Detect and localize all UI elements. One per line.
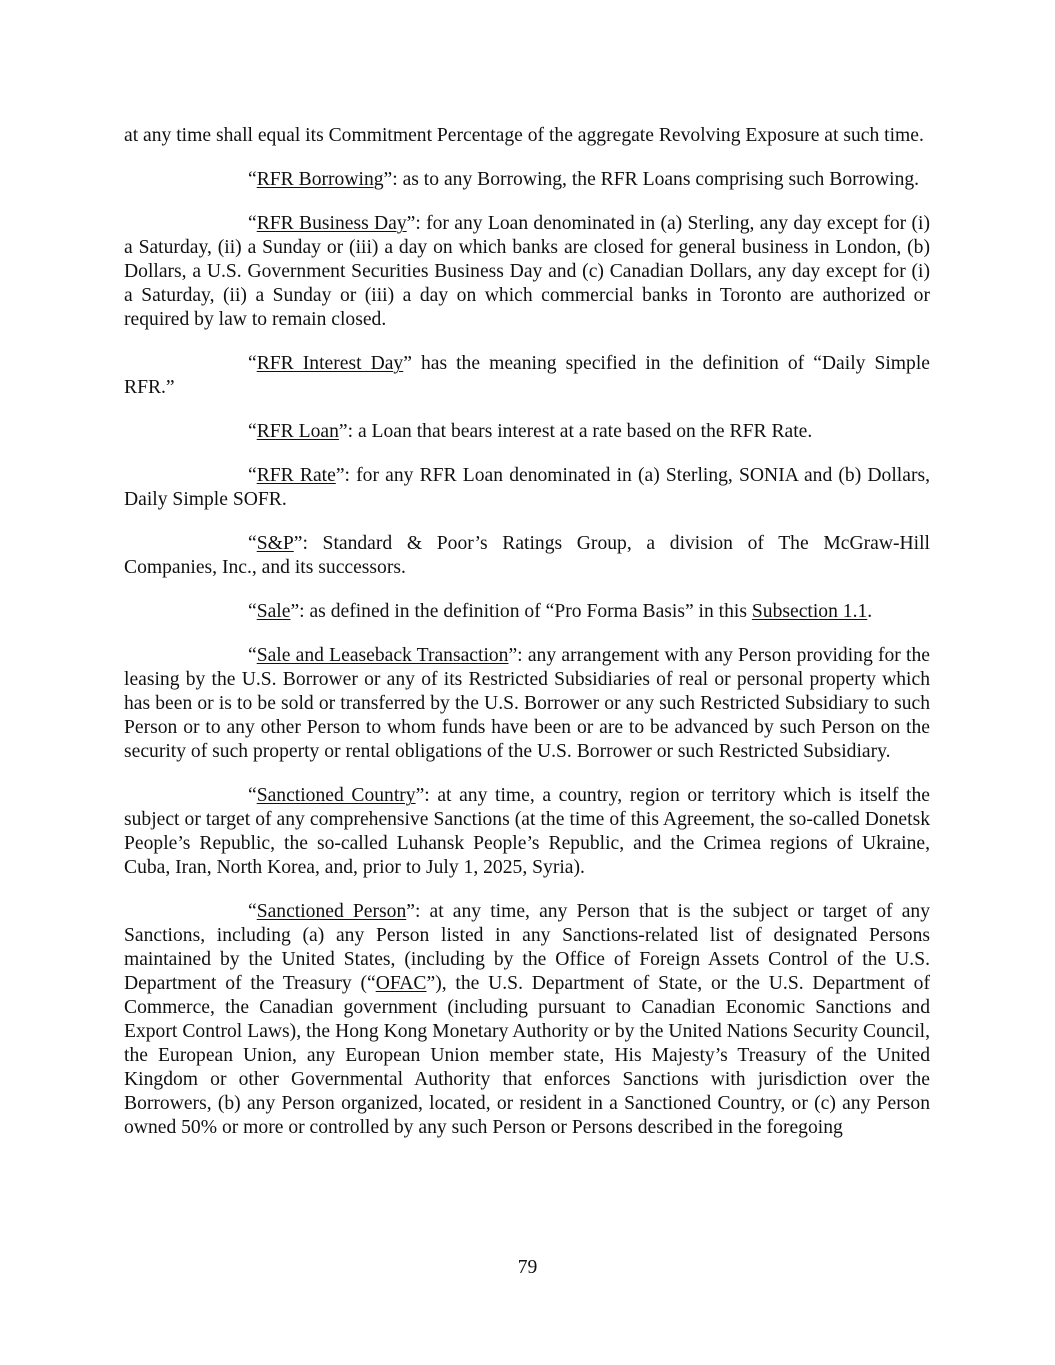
defined-term: RFR Business Day — [256, 213, 407, 234]
definition-rfr-interest-day — [124, 352, 930, 400]
defined-term: RFR Borrowing — [256, 169, 384, 190]
defined-term: RFR Rate — [256, 465, 336, 486]
definition-tail: . — [867, 601, 873, 622]
close-quote: ”: — [406, 901, 421, 922]
defined-term: Sale and Leaseback Transaction — [256, 645, 509, 666]
open-quote: “ — [248, 901, 257, 922]
definition-body: as to any Borrowing, the RFR Loans comprising such Borrowing. — [397, 169, 920, 190]
close-quote: ”: — [293, 533, 308, 554]
definition-body: at any time, any Person that is the subject or target of any Sanctions, including (a) any Person listed in any Sanctions-related list of designated Persons maintained by the United States, (including by the Office of Foreign Assets Control of the U.S. Department of the Treasury (“ — [124, 901, 930, 994]
definition-body: at any time, a country, region or territory which is itself the subject or target of any comprehensive Sanctions (at the time of this Agreement, the so-called Donetsk People’s Republic, the so-called Luhansk People’s Republic, and the Crimea regions of Ukraine, Cuba, Iran, North Korea, and, prior to July 1, 2025, Syria). — [124, 785, 930, 878]
definition-tail: ”), the U.S. Department of State, or the U.S. Department of Commerce, the Canadian government (including pursuant to Canadian Economic Sanctions and Export Control Laws), the Hong Kong Monetary Authority or by the United Nations Security Council, the European Union, any European Union member state, His Majesty’s Treasury of the United Kingdom or other Governmental Authority that enforces Sanctions with jurisdiction over the Borrowers, (b) any Person organized, located, or resident in a Sanctioned Country, or (c) any Person owned 50% or more or controlled by any such Person or Persons described in the foregoing — [124, 973, 930, 1138]
cross-reference: Subsection 1.1 — [751, 601, 868, 622]
definition-rfr-loan — [124, 420, 930, 444]
definition-rfr-rate — [124, 464, 930, 512]
defined-term: RFR Interest Day — [256, 353, 404, 374]
defined-term: Sanctioned Country — [256, 785, 416, 806]
definition-body: for any Loan denominated in (a) Sterling, any day except for (i) a Saturday, (ii) a Sunday or (iii) a day on which banks are closed for general business in London, (b) Dollars, a U.S. Government Securities Business Day and (c) Canadian Dollars, any day except for (i) a Saturday, (ii) a Sunday or (iii) a day on which commercial banks in Toronto are authorized or required by law to remain closed. — [124, 213, 931, 330]
open-quote: “ — [248, 213, 257, 234]
intro-text: at any time shall equal its Commitment Percentage of the aggregate Revolving Exposure at such time. — [124, 125, 924, 146]
definition-rfr-borrowing — [124, 168, 930, 192]
definition-s-and-p — [124, 532, 930, 580]
open-quote: “ — [248, 533, 257, 554]
defined-term: Sanctioned Person — [256, 901, 407, 922]
open-quote: “ — [248, 645, 257, 666]
defined-term: S&P — [256, 533, 294, 554]
cross-reference: OFAC — [375, 973, 427, 994]
close-quote: ”: — [338, 421, 354, 442]
close-quote: ”: — [415, 785, 430, 806]
definition-body: a Loan that bears interest at a rate based on the RFR Rate. — [353, 421, 813, 442]
close-quote: ”: — [383, 169, 398, 190]
defined-term: RFR Loan — [256, 421, 339, 442]
definition-rfr-business-day — [124, 212, 930, 332]
definition-body: has the meaning specified in the definition of “Daily Simple RFR.” — [124, 353, 930, 398]
definition-sale — [124, 600, 930, 624]
close-quote: ”: — [508, 645, 523, 666]
definition-sale-and-leaseback-transaction — [124, 644, 930, 764]
definition-sanctioned-person — [124, 900, 930, 1140]
definition-sanctioned-country — [124, 784, 930, 880]
definition-body: for any RFR Loan denominated in (a) Sterling, SONIA and (b) Dollars, Daily Simple SOFR. — [124, 465, 930, 510]
open-quote: “ — [248, 601, 257, 622]
definition-body: Standard & Poor’s Ratings Group, a division of The McGraw-Hill Companies, Inc., and its successors. — [124, 533, 930, 578]
close-quote: ”: — [406, 213, 421, 234]
page-number: 79 — [517, 1257, 538, 1278]
definition-body: any arrangement with any Person providing for the leasing by the U.S. Borrower or any of its Restricted Subsidiaries of real or personal property which has been or is to be sold or transferred by the U.S. Borrower or any such Restricted Subsidiary to such Person or to any other Person to whom funds have been or are to be advanced by such Person on the security of such property or rental obligations of the U.S. Borrower or such Restricted Subsidiary. — [124, 645, 930, 762]
open-quote: “ — [248, 465, 257, 486]
open-quote: “ — [248, 169, 257, 190]
close-quote: ” — [403, 353, 412, 374]
open-quote: “ — [248, 421, 257, 442]
close-quote: ”: — [290, 601, 305, 622]
definition-body: as defined in the definition of “Pro Forma Basis” in this — [304, 601, 752, 622]
document-page — [124, 124, 930, 1160]
open-quote: “ — [248, 785, 257, 806]
intro-paragraph — [124, 124, 930, 148]
defined-term: Sale — [256, 601, 291, 622]
open-quote: “ — [248, 353, 257, 374]
close-quote: ”: — [335, 465, 350, 486]
